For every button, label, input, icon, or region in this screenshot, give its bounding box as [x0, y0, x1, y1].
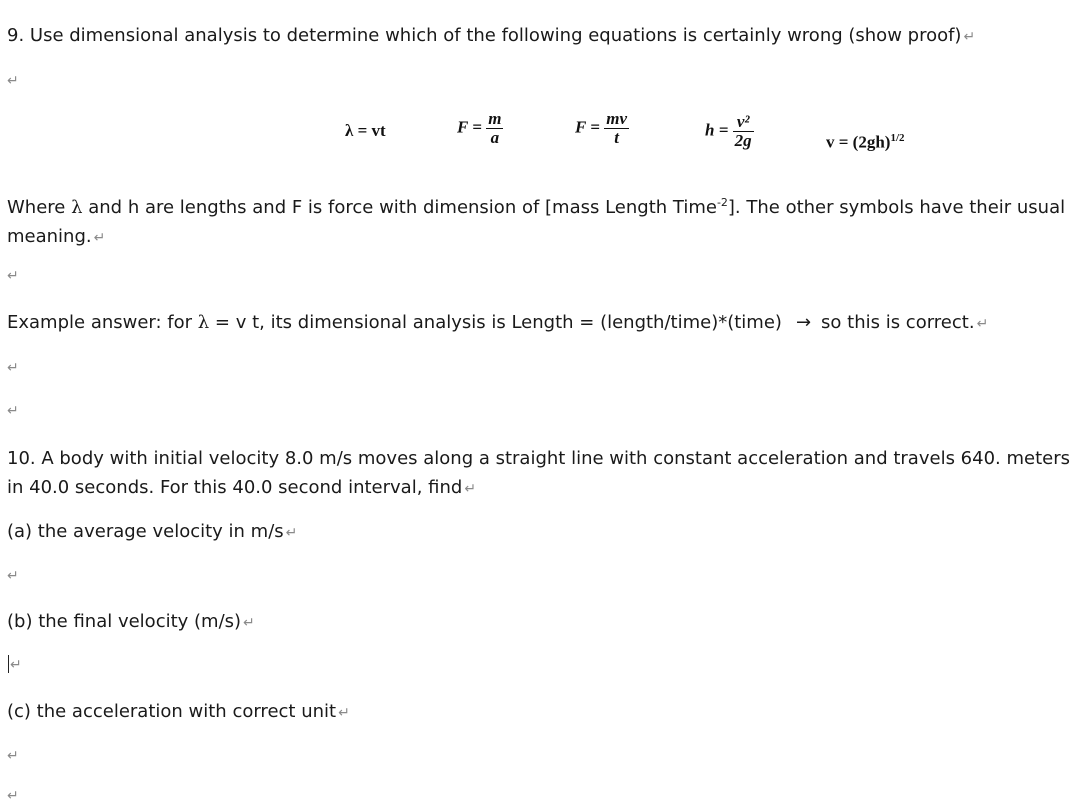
- equation-force-m-over-a: [457, 110, 503, 147]
- denominator: a: [490, 128, 500, 147]
- equation-lhs: h =: [705, 120, 729, 140]
- fraction: [604, 110, 629, 147]
- part-c[interactable]: [7, 701, 350, 724]
- part-a-text: (a) the average velocity in m/s: [7, 521, 284, 542]
- part-c-text: (c) the acceleration with correct unit: [7, 701, 337, 722]
- numerator: m: [488, 109, 502, 128]
- paragraph-mark-icon: ↵: [7, 360, 19, 376]
- equation-exponent: 1/2: [890, 132, 905, 144]
- equation-lhs: F =: [575, 117, 600, 137]
- example-answer[interactable]: [7, 312, 988, 335]
- paragraph-mark-icon: ↵: [7, 403, 19, 419]
- paragraph-mark-icon: ↵: [243, 615, 255, 631]
- paragraph-mark-icon: ↵: [7, 788, 19, 804]
- question-9-heading[interactable]: [7, 25, 975, 48]
- equation-lhs: F =: [457, 117, 482, 137]
- paragraph-mark-icon: ↵: [10, 657, 22, 673]
- lambda-symbol: λ: [197, 312, 210, 333]
- paragraph-mark-icon: ↵: [7, 568, 19, 584]
- paragraph-mark-icon: ↵: [976, 316, 989, 332]
- paragraph-mark-icon: ↵: [7, 748, 19, 764]
- equation-lambda: λ = vt: [345, 121, 386, 140]
- equation-h: [705, 113, 754, 150]
- question-10-text: 10. A body with initial velocity 8.0 m/s moves along a straight line with constant acceleration and travels 640. meters in 40.0 seconds. For this 40.0 second interval, find: [7, 448, 1070, 498]
- numerator: v²: [733, 113, 754, 132]
- paragraph-mark-icon: ↵: [7, 268, 19, 284]
- where-text: Where: [7, 197, 72, 218]
- question-10-heading[interactable]: [7, 444, 1072, 504]
- where-text: and h are lengths and F is force with dimension of [mass Length Time: [82, 197, 717, 218]
- fraction: [486, 110, 503, 147]
- paragraph-mark-icon: ↵: [7, 73, 19, 89]
- example-text: so this is correct.: [821, 312, 975, 333]
- exponent: -2: [716, 196, 728, 209]
- numerator: mv: [606, 109, 627, 128]
- right-arrow-icon: →: [795, 312, 812, 333]
- fraction: [733, 113, 754, 150]
- part-b[interactable]: [7, 611, 255, 634]
- denominator: t: [614, 128, 619, 147]
- paragraph-mark-icon: ↵: [963, 29, 976, 45]
- question-9-text: 9. Use dimensional analysis to determine which of the following equations is certainly wrong (show proof): [7, 25, 962, 46]
- example-text: = v t, its dimensional analysis is Length = (length/time)*(time): [209, 312, 782, 333]
- equation-body: v = (2gh): [826, 132, 891, 152]
- part-b-text: (b) the final velocity (m/s): [7, 611, 242, 632]
- where-text: ]. The other symbols have their usual meaning.: [7, 197, 1066, 247]
- denominator: 2g: [734, 131, 752, 150]
- text-cursor: [8, 655, 9, 673]
- where-paragraph[interactable]: [7, 188, 1072, 253]
- part-a[interactable]: [7, 521, 297, 544]
- paragraph-mark-icon: ↵: [285, 525, 298, 541]
- paragraph-mark-icon: ↵: [93, 230, 106, 246]
- example-text: Example answer: for: [7, 312, 198, 333]
- equation-velocity: [826, 132, 905, 153]
- paragraph-mark-icon: ↵: [338, 705, 350, 721]
- paragraph-mark-icon: ↵: [464, 481, 477, 497]
- equation-force-mv-over-t: [575, 110, 629, 147]
- lambda-symbol: λ: [71, 197, 83, 218]
